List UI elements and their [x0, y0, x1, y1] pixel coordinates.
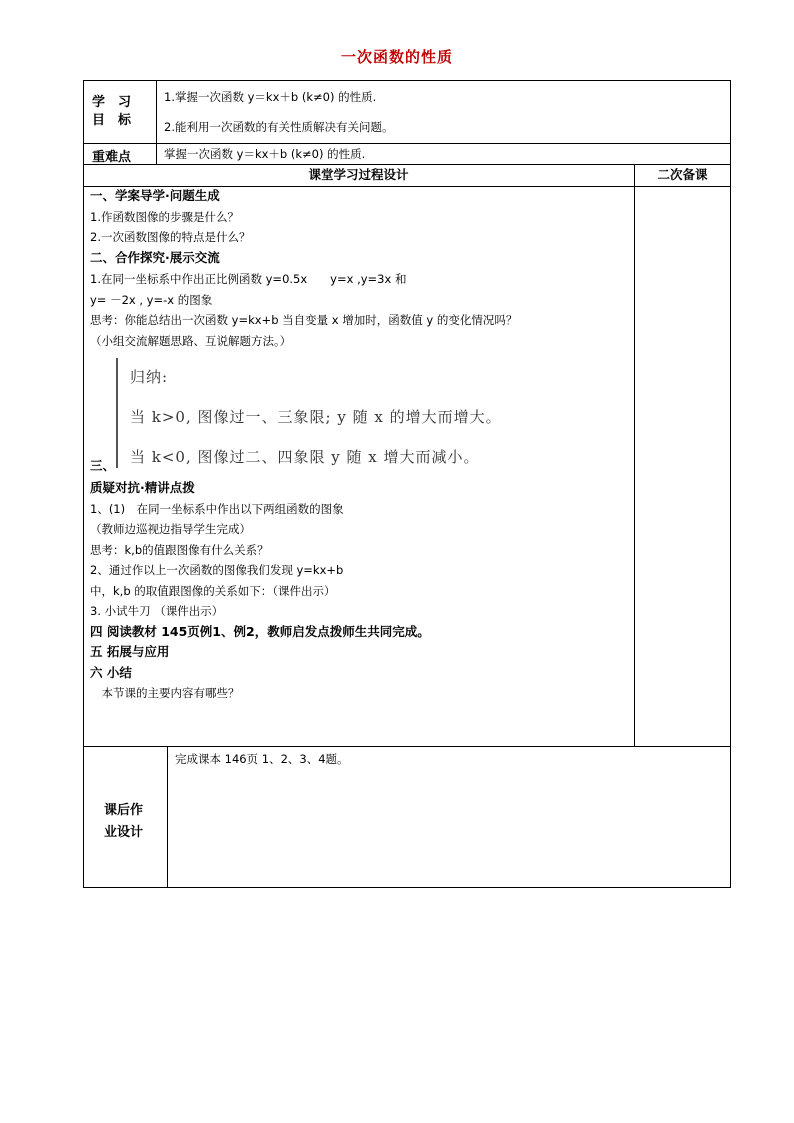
process-line: 2、通过作以上一次函数的图像我们发现 y=kx+b — [90, 563, 344, 577]
row-divider — [83, 746, 731, 747]
notes-header: 二次备课 — [657, 167, 708, 182]
process-line: （小组交流解题思路、互说解题方法。） — [90, 333, 292, 348]
process-line: 一、学案导学·问题生成 — [90, 188, 220, 203]
process-line: 3. 小试牛刀 （课件出示） — [90, 604, 224, 618]
process-line: 六 小结 — [90, 664, 132, 680]
homework-label: 课后作 业设计 — [104, 803, 144, 840]
process-line: 四 阅读教材 145页例1、例2，教师启发点拨师生共同完成。 — [90, 623, 430, 639]
column-divider — [156, 80, 157, 164]
process-line: 1.在同一坐标系中作出正比例函数 y=0.5x y=x ,y=3x 和 — [90, 271, 407, 286]
process-line: 2.一次函数图像的特点是什么？ — [90, 230, 251, 245]
process-line: 五 拓展与应用 — [90, 644, 170, 659]
homework-text: 完成课本 146页 1、2、3、4题。 — [175, 752, 349, 766]
process-line: 质疑对抗·精讲点拨 — [90, 480, 195, 495]
goal-item-2: 2.能利用一次函数的有关性质解决有关问题。 — [164, 120, 394, 134]
goal-item-1: 1.掌握一次函数 y＝kx＋b (k≠0) 的性质. — [164, 90, 377, 104]
process-line: 思考：k,b的值跟图像有什么关系？ — [90, 542, 269, 557]
column-divider — [167, 746, 168, 888]
process-line: 本节课的主要内容有哪些？ — [90, 686, 240, 700]
design-header: 课堂学习过程设计 — [308, 167, 409, 182]
process-line: y= －2x , y=-x 的图象 — [90, 292, 213, 307]
column-divider — [634, 164, 635, 746]
key-points-text: 掌握一次函数 y＝kx＋b (k≠0) 的性质. — [164, 147, 366, 161]
section-three-marker: 三、 — [90, 458, 116, 473]
process-line: 1.作函数图像的步骤是什么？ — [90, 209, 239, 224]
key-points-label: 重难点 — [92, 150, 132, 165]
handwritten-line: 归纳: — [130, 368, 169, 386]
process-line: （教师边巡视边指导学生完成） — [90, 522, 251, 536]
handwritten-summary — [116, 358, 558, 468]
goals-label: 学 习 目 标 — [92, 95, 132, 128]
row-divider — [83, 143, 731, 144]
process-line: 二、合作探究·展示交流 — [90, 250, 220, 266]
handwritten-line: 当 k<0, 图像过二、四象限 y 随 x 增大而减小。 — [130, 448, 480, 466]
process-line: 1、(1) 在同一坐标系中作出以下两组函数的图象 — [90, 501, 344, 516]
handwritten-line: 当 k>0, 图像过一、三象限; y 随 x 的增大而增大。 — [130, 408, 502, 426]
process-line: 中，k,b 的取值跟图像的关系如下：（课件出示） — [90, 583, 336, 598]
process-line: 思考：你能总结出一次函数 y=kx+b 当自变量 x 增加时，函数值 y 的变化情况吗？ — [90, 313, 518, 328]
page-title: 一次函数的性质 — [340, 48, 453, 66]
